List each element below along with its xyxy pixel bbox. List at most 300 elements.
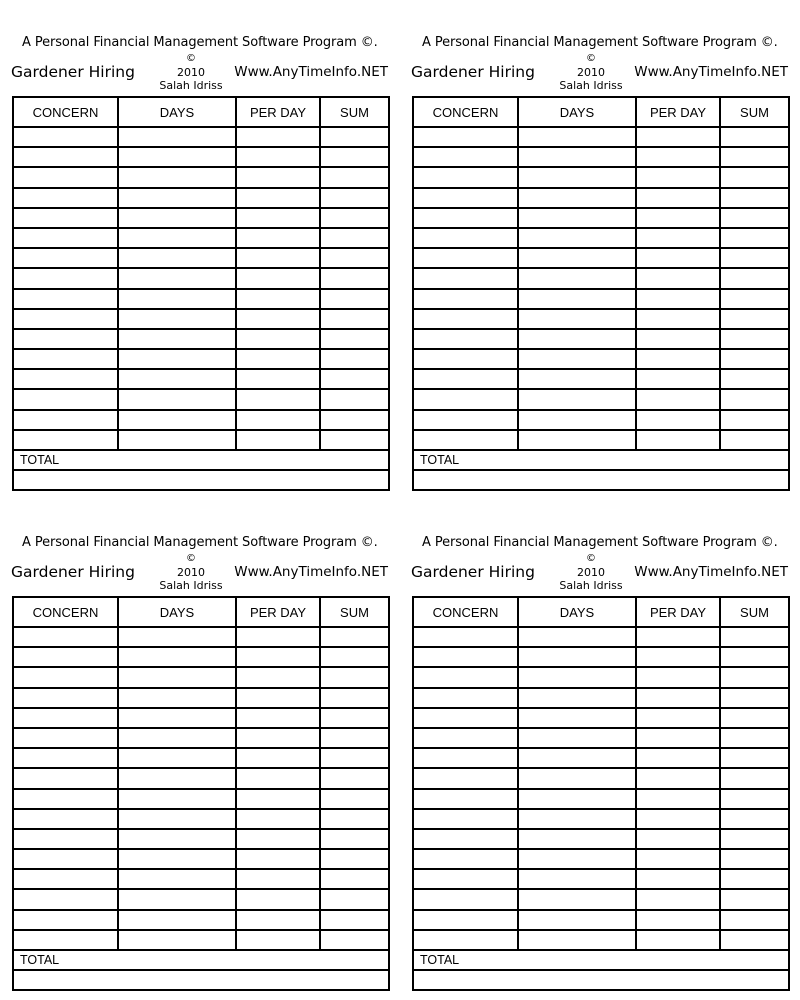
sum-cell[interactable] — [720, 127, 789, 147]
days-cell[interactable] — [118, 647, 236, 667]
per-day-cell[interactable] — [236, 768, 320, 788]
per-day-cell[interactable] — [236, 248, 320, 268]
per-day-cell[interactable] — [636, 208, 720, 228]
per-day-cell[interactable] — [236, 147, 320, 167]
days-cell[interactable] — [118, 430, 236, 450]
days-cell[interactable] — [518, 127, 636, 147]
sum-cell[interactable] — [720, 167, 789, 187]
sum-cell[interactable] — [720, 248, 789, 268]
column-header-concern: CONCERN — [413, 597, 518, 627]
days-cell[interactable] — [518, 349, 636, 369]
concern-cell[interactable] — [413, 667, 518, 687]
per-day-cell[interactable] — [636, 309, 720, 329]
per-day-cell[interactable] — [636, 728, 720, 748]
sum-cell[interactable] — [720, 268, 789, 288]
days-cell[interactable] — [518, 410, 636, 430]
per-day-cell[interactable] — [636, 389, 720, 409]
concern-cell[interactable] — [413, 430, 518, 450]
per-day-cell[interactable] — [636, 789, 720, 809]
per-day-cell[interactable] — [236, 667, 320, 687]
per-day-cell[interactable] — [236, 349, 320, 369]
form-title: Gardener Hiring — [11, 63, 135, 81]
days-cell[interactable] — [518, 889, 636, 909]
concern-cell[interactable] — [13, 309, 118, 329]
per-day-cell[interactable] — [236, 268, 320, 288]
header-row — [13, 597, 389, 627]
concern-cell[interactable] — [413, 289, 518, 309]
days-cell[interactable] — [118, 789, 236, 809]
table-row — [413, 789, 789, 809]
sum-cell[interactable] — [720, 789, 789, 809]
sum-cell[interactable] — [720, 289, 789, 309]
concern-cell[interactable] — [413, 627, 518, 647]
sum-cell[interactable] — [320, 869, 389, 889]
days-cell[interactable] — [118, 410, 236, 430]
days-cell[interactable] — [518, 627, 636, 647]
sum-cell[interactable] — [320, 167, 389, 187]
sum-cell[interactable] — [320, 910, 389, 930]
table-row — [413, 389, 789, 409]
total-value-cell[interactable] — [413, 470, 789, 490]
sum-cell[interactable] — [720, 768, 789, 788]
sum-cell[interactable] — [720, 349, 789, 369]
sum-cell[interactable] — [320, 627, 389, 647]
total-label: TOTAL — [13, 950, 389, 970]
days-cell[interactable] — [518, 708, 636, 728]
concern-cell[interactable] — [413, 228, 518, 248]
column-header-per-day: PER DAY — [236, 97, 320, 127]
sum-cell[interactable] — [320, 208, 389, 228]
concern-cell[interactable] — [413, 728, 518, 748]
sum-cell[interactable] — [720, 910, 789, 930]
total-value-cell[interactable] — [413, 970, 789, 990]
concern-cell[interactable] — [413, 208, 518, 228]
sum-cell[interactable] — [320, 349, 389, 369]
per-day-cell[interactable] — [236, 410, 320, 430]
sum-cell[interactable] — [720, 849, 789, 869]
sum-cell[interactable] — [320, 728, 389, 748]
per-day-cell[interactable] — [236, 389, 320, 409]
concern-cell[interactable] — [413, 789, 518, 809]
concern-cell[interactable] — [413, 869, 518, 889]
days-cell[interactable] — [118, 309, 236, 329]
concern-cell[interactable] — [13, 708, 118, 728]
per-day-cell[interactable] — [236, 748, 320, 768]
table-row — [413, 430, 789, 450]
per-day-cell[interactable] — [236, 789, 320, 809]
days-cell[interactable] — [118, 167, 236, 187]
sum-cell[interactable] — [320, 248, 389, 268]
sum-cell[interactable] — [720, 930, 789, 950]
per-day-cell[interactable] — [636, 188, 720, 208]
days-cell[interactable] — [118, 930, 236, 950]
days-cell[interactable] — [518, 188, 636, 208]
table-row — [413, 208, 789, 228]
concern-cell[interactable] — [13, 289, 118, 309]
sum-cell[interactable] — [320, 309, 389, 329]
concern-cell[interactable] — [13, 748, 118, 768]
concern-cell[interactable] — [13, 688, 118, 708]
per-day-cell[interactable] — [236, 869, 320, 889]
sum-cell[interactable] — [320, 268, 389, 288]
concern-cell[interactable] — [413, 708, 518, 728]
sum-cell[interactable] — [320, 768, 389, 788]
concern-cell[interactable] — [13, 869, 118, 889]
concern-cell[interactable] — [13, 127, 118, 147]
concern-cell[interactable] — [413, 930, 518, 950]
concern-cell[interactable] — [13, 248, 118, 268]
per-day-cell[interactable] — [236, 369, 320, 389]
per-day-cell[interactable] — [636, 768, 720, 788]
per-day-cell[interactable] — [636, 748, 720, 768]
days-cell[interactable] — [118, 708, 236, 728]
per-day-cell[interactable] — [636, 829, 720, 849]
table-row — [13, 869, 389, 889]
per-day-cell[interactable] — [236, 910, 320, 930]
sum-cell[interactable] — [720, 647, 789, 667]
per-day-cell[interactable] — [236, 127, 320, 147]
total-value-cell[interactable] — [13, 470, 389, 490]
days-cell[interactable] — [118, 688, 236, 708]
days-cell[interactable] — [518, 667, 636, 687]
days-cell[interactable] — [118, 829, 236, 849]
days-cell[interactable] — [518, 768, 636, 788]
concern-cell[interactable] — [13, 389, 118, 409]
concern-cell[interactable] — [13, 910, 118, 930]
per-day-cell[interactable] — [236, 188, 320, 208]
concern-cell[interactable] — [413, 768, 518, 788]
concern-cell[interactable] — [413, 248, 518, 268]
per-day-cell[interactable] — [236, 809, 320, 829]
per-day-cell[interactable] — [636, 667, 720, 687]
concern-cell[interactable] — [13, 147, 118, 167]
concern-cell[interactable] — [13, 228, 118, 248]
sum-cell[interactable] — [720, 627, 789, 647]
per-day-cell[interactable] — [636, 889, 720, 909]
per-day-cell[interactable] — [636, 329, 720, 349]
per-day-cell[interactable] — [236, 647, 320, 667]
table-row — [413, 309, 789, 329]
days-cell[interactable] — [518, 208, 636, 228]
concern-cell[interactable] — [413, 268, 518, 288]
days-cell[interactable] — [518, 248, 636, 268]
days-cell[interactable] — [118, 849, 236, 869]
concern-cell[interactable] — [13, 188, 118, 208]
per-day-cell[interactable] — [636, 869, 720, 889]
concern-cell[interactable] — [13, 430, 118, 450]
sum-cell[interactable] — [720, 889, 789, 909]
sum-cell[interactable] — [720, 389, 789, 409]
per-day-cell[interactable] — [636, 369, 720, 389]
column-header-concern: CONCERN — [13, 97, 118, 127]
per-day-cell[interactable] — [636, 809, 720, 829]
sum-cell[interactable] — [720, 667, 789, 687]
sum-cell[interactable] — [720, 188, 789, 208]
concern-cell[interactable] — [413, 688, 518, 708]
copyright-year: 2010 — [577, 566, 605, 579]
per-day-cell[interactable] — [636, 167, 720, 187]
sum-cell[interactable] — [720, 869, 789, 889]
per-day-cell[interactable] — [236, 329, 320, 349]
days-cell[interactable] — [518, 329, 636, 349]
days-cell[interactable] — [518, 748, 636, 768]
days-cell[interactable] — [118, 627, 236, 647]
table-row — [13, 748, 389, 768]
total-label: TOTAL — [413, 950, 789, 970]
per-day-cell[interactable] — [236, 289, 320, 309]
per-day-cell[interactable] — [636, 849, 720, 869]
concern-cell[interactable] — [13, 369, 118, 389]
sum-cell[interactable] — [720, 329, 789, 349]
sum-cell[interactable] — [320, 829, 389, 849]
days-cell[interactable] — [118, 188, 236, 208]
concern-cell[interactable] — [13, 329, 118, 349]
days-cell[interactable] — [118, 768, 236, 788]
days-cell[interactable] — [118, 889, 236, 909]
form-title: Gardener Hiring — [11, 563, 135, 581]
sum-cell[interactable] — [320, 329, 389, 349]
table-row — [13, 430, 389, 450]
sum-cell[interactable] — [720, 410, 789, 430]
table-row — [13, 389, 389, 409]
per-day-cell[interactable] — [636, 930, 720, 950]
sum-cell[interactable] — [720, 369, 789, 389]
days-cell[interactable] — [518, 289, 636, 309]
days-cell[interactable] — [518, 688, 636, 708]
days-cell[interactable] — [518, 809, 636, 829]
per-day-cell[interactable] — [236, 688, 320, 708]
sum-cell[interactable] — [320, 789, 389, 809]
sum-cell[interactable] — [720, 809, 789, 829]
sum-cell[interactable] — [720, 430, 789, 450]
days-cell[interactable] — [118, 748, 236, 768]
table-row — [13, 910, 389, 930]
days-cell[interactable] — [518, 147, 636, 167]
column-header-per-day: PER DAY — [236, 597, 320, 627]
table-row — [13, 647, 389, 667]
table-row — [13, 188, 389, 208]
days-cell[interactable] — [118, 349, 236, 369]
total-row — [13, 950, 389, 970]
per-day-cell[interactable] — [636, 248, 720, 268]
per-day-cell[interactable] — [636, 430, 720, 450]
sum-cell[interactable] — [320, 688, 389, 708]
per-day-cell[interactable] — [636, 647, 720, 667]
per-day-cell[interactable] — [636, 268, 720, 288]
concern-cell[interactable] — [13, 667, 118, 687]
table-row — [413, 829, 789, 849]
days-cell[interactable] — [118, 728, 236, 748]
sum-cell[interactable] — [720, 147, 789, 167]
days-cell[interactable] — [118, 369, 236, 389]
per-day-cell[interactable] — [636, 228, 720, 248]
per-day-cell[interactable] — [636, 127, 720, 147]
sum-cell[interactable] — [320, 369, 389, 389]
sum-cell[interactable] — [320, 748, 389, 768]
table-row — [13, 228, 389, 248]
concern-cell[interactable] — [413, 910, 518, 930]
concern-cell[interactable] — [13, 809, 118, 829]
per-day-cell[interactable] — [236, 208, 320, 228]
concern-cell[interactable] — [413, 389, 518, 409]
concern-cell[interactable] — [13, 627, 118, 647]
table-row — [413, 369, 789, 389]
per-day-cell[interactable] — [236, 430, 320, 450]
sum-cell[interactable] — [720, 208, 789, 228]
concern-cell[interactable] — [413, 829, 518, 849]
per-day-cell[interactable] — [236, 728, 320, 748]
days-cell[interactable] — [118, 869, 236, 889]
sum-cell[interactable] — [320, 430, 389, 450]
per-day-cell[interactable] — [236, 167, 320, 187]
sum-cell[interactable] — [720, 728, 789, 748]
concern-cell[interactable] — [13, 268, 118, 288]
total-value-cell[interactable] — [13, 970, 389, 990]
sum-cell[interactable] — [320, 410, 389, 430]
concern-cell[interactable] — [13, 728, 118, 748]
sum-cell[interactable] — [320, 708, 389, 728]
per-day-cell[interactable] — [636, 410, 720, 430]
concern-cell[interactable] — [413, 410, 518, 430]
table-row — [13, 627, 389, 647]
sum-cell[interactable] — [320, 289, 389, 309]
days-cell[interactable] — [118, 389, 236, 409]
concern-cell[interactable] — [13, 889, 118, 909]
per-day-cell[interactable] — [236, 627, 320, 647]
days-cell[interactable] — [518, 309, 636, 329]
sum-cell[interactable] — [720, 708, 789, 728]
sum-cell[interactable] — [720, 228, 789, 248]
days-cell[interactable] — [518, 647, 636, 667]
days-cell[interactable] — [518, 430, 636, 450]
per-day-cell[interactable] — [236, 829, 320, 849]
concern-cell[interactable] — [413, 369, 518, 389]
concern-cell[interactable] — [413, 889, 518, 909]
header-row — [13, 97, 389, 127]
concern-cell[interactable] — [413, 647, 518, 667]
concern-cell[interactable] — [13, 349, 118, 369]
days-cell[interactable] — [518, 930, 636, 950]
concern-cell[interactable] — [413, 309, 518, 329]
per-day-cell[interactable] — [636, 289, 720, 309]
sum-cell[interactable] — [720, 748, 789, 768]
days-cell[interactable] — [118, 289, 236, 309]
concern-cell[interactable] — [13, 208, 118, 228]
days-cell[interactable] — [518, 369, 636, 389]
concern-cell[interactable] — [413, 127, 518, 147]
days-cell[interactable] — [118, 127, 236, 147]
days-cell[interactable] — [518, 268, 636, 288]
concern-cell[interactable] — [413, 349, 518, 369]
sum-cell[interactable] — [320, 147, 389, 167]
days-cell[interactable] — [518, 389, 636, 409]
sum-cell[interactable] — [320, 849, 389, 869]
per-day-cell[interactable] — [636, 688, 720, 708]
per-day-cell[interactable] — [236, 708, 320, 728]
table-row — [13, 930, 389, 950]
concern-cell[interactable] — [413, 329, 518, 349]
per-day-cell[interactable] — [236, 889, 320, 909]
concern-cell[interactable] — [413, 748, 518, 768]
days-cell[interactable] — [118, 910, 236, 930]
per-day-cell[interactable] — [636, 910, 720, 930]
sum-cell[interactable] — [720, 688, 789, 708]
per-day-cell[interactable] — [636, 708, 720, 728]
table-row — [13, 410, 389, 430]
sum-cell[interactable] — [320, 389, 389, 409]
per-day-cell[interactable] — [636, 627, 720, 647]
sum-cell[interactable] — [720, 829, 789, 849]
concern-cell[interactable] — [413, 809, 518, 829]
table-row — [13, 349, 389, 369]
column-header-concern: CONCERN — [13, 597, 118, 627]
days-cell[interactable] — [118, 667, 236, 687]
days-cell[interactable] — [518, 728, 636, 748]
sum-cell[interactable] — [320, 188, 389, 208]
concern-cell[interactable] — [13, 167, 118, 187]
concern-cell[interactable] — [13, 647, 118, 667]
days-cell[interactable] — [518, 167, 636, 187]
days-cell[interactable] — [118, 147, 236, 167]
concern-cell[interactable] — [413, 849, 518, 869]
column-header-per-day: PER DAY — [636, 597, 720, 627]
days-cell[interactable] — [518, 789, 636, 809]
concern-cell[interactable] — [413, 188, 518, 208]
concern-cell[interactable] — [413, 147, 518, 167]
concern-cell[interactable] — [13, 768, 118, 788]
table-row — [13, 329, 389, 349]
concern-cell[interactable] — [413, 167, 518, 187]
table-row — [413, 167, 789, 187]
days-cell[interactable] — [518, 869, 636, 889]
sum-cell[interactable] — [320, 667, 389, 687]
sum-cell[interactable] — [320, 930, 389, 950]
sum-cell[interactable] — [320, 647, 389, 667]
sum-cell[interactable] — [320, 889, 389, 909]
per-day-cell[interactable] — [236, 309, 320, 329]
days-cell[interactable] — [118, 208, 236, 228]
concern-cell[interactable] — [13, 849, 118, 869]
days-cell[interactable] — [118, 228, 236, 248]
days-cell[interactable] — [518, 228, 636, 248]
per-day-cell[interactable] — [236, 930, 320, 950]
concern-cell[interactable] — [13, 930, 118, 950]
concern-cell[interactable] — [13, 789, 118, 809]
days-cell[interactable] — [118, 248, 236, 268]
sum-cell[interactable] — [320, 127, 389, 147]
days-cell[interactable] — [118, 809, 236, 829]
per-day-cell[interactable] — [636, 147, 720, 167]
sum-cell[interactable] — [720, 309, 789, 329]
days-cell[interactable] — [118, 268, 236, 288]
days-cell[interactable] — [518, 910, 636, 930]
table-row — [413, 748, 789, 768]
per-day-cell[interactable] — [236, 228, 320, 248]
column-header-days: DAYS — [518, 597, 636, 627]
per-day-cell[interactable] — [636, 349, 720, 369]
table-row — [13, 667, 389, 687]
days-cell[interactable] — [518, 829, 636, 849]
sum-cell[interactable] — [320, 228, 389, 248]
sum-cell[interactable] — [320, 809, 389, 829]
days-cell[interactable] — [118, 329, 236, 349]
concern-cell[interactable] — [13, 829, 118, 849]
concern-cell[interactable] — [13, 410, 118, 430]
days-cell[interactable] — [518, 849, 636, 869]
per-day-cell[interactable] — [236, 849, 320, 869]
table-row — [413, 728, 789, 748]
copyright-mark: © — [586, 553, 596, 564]
